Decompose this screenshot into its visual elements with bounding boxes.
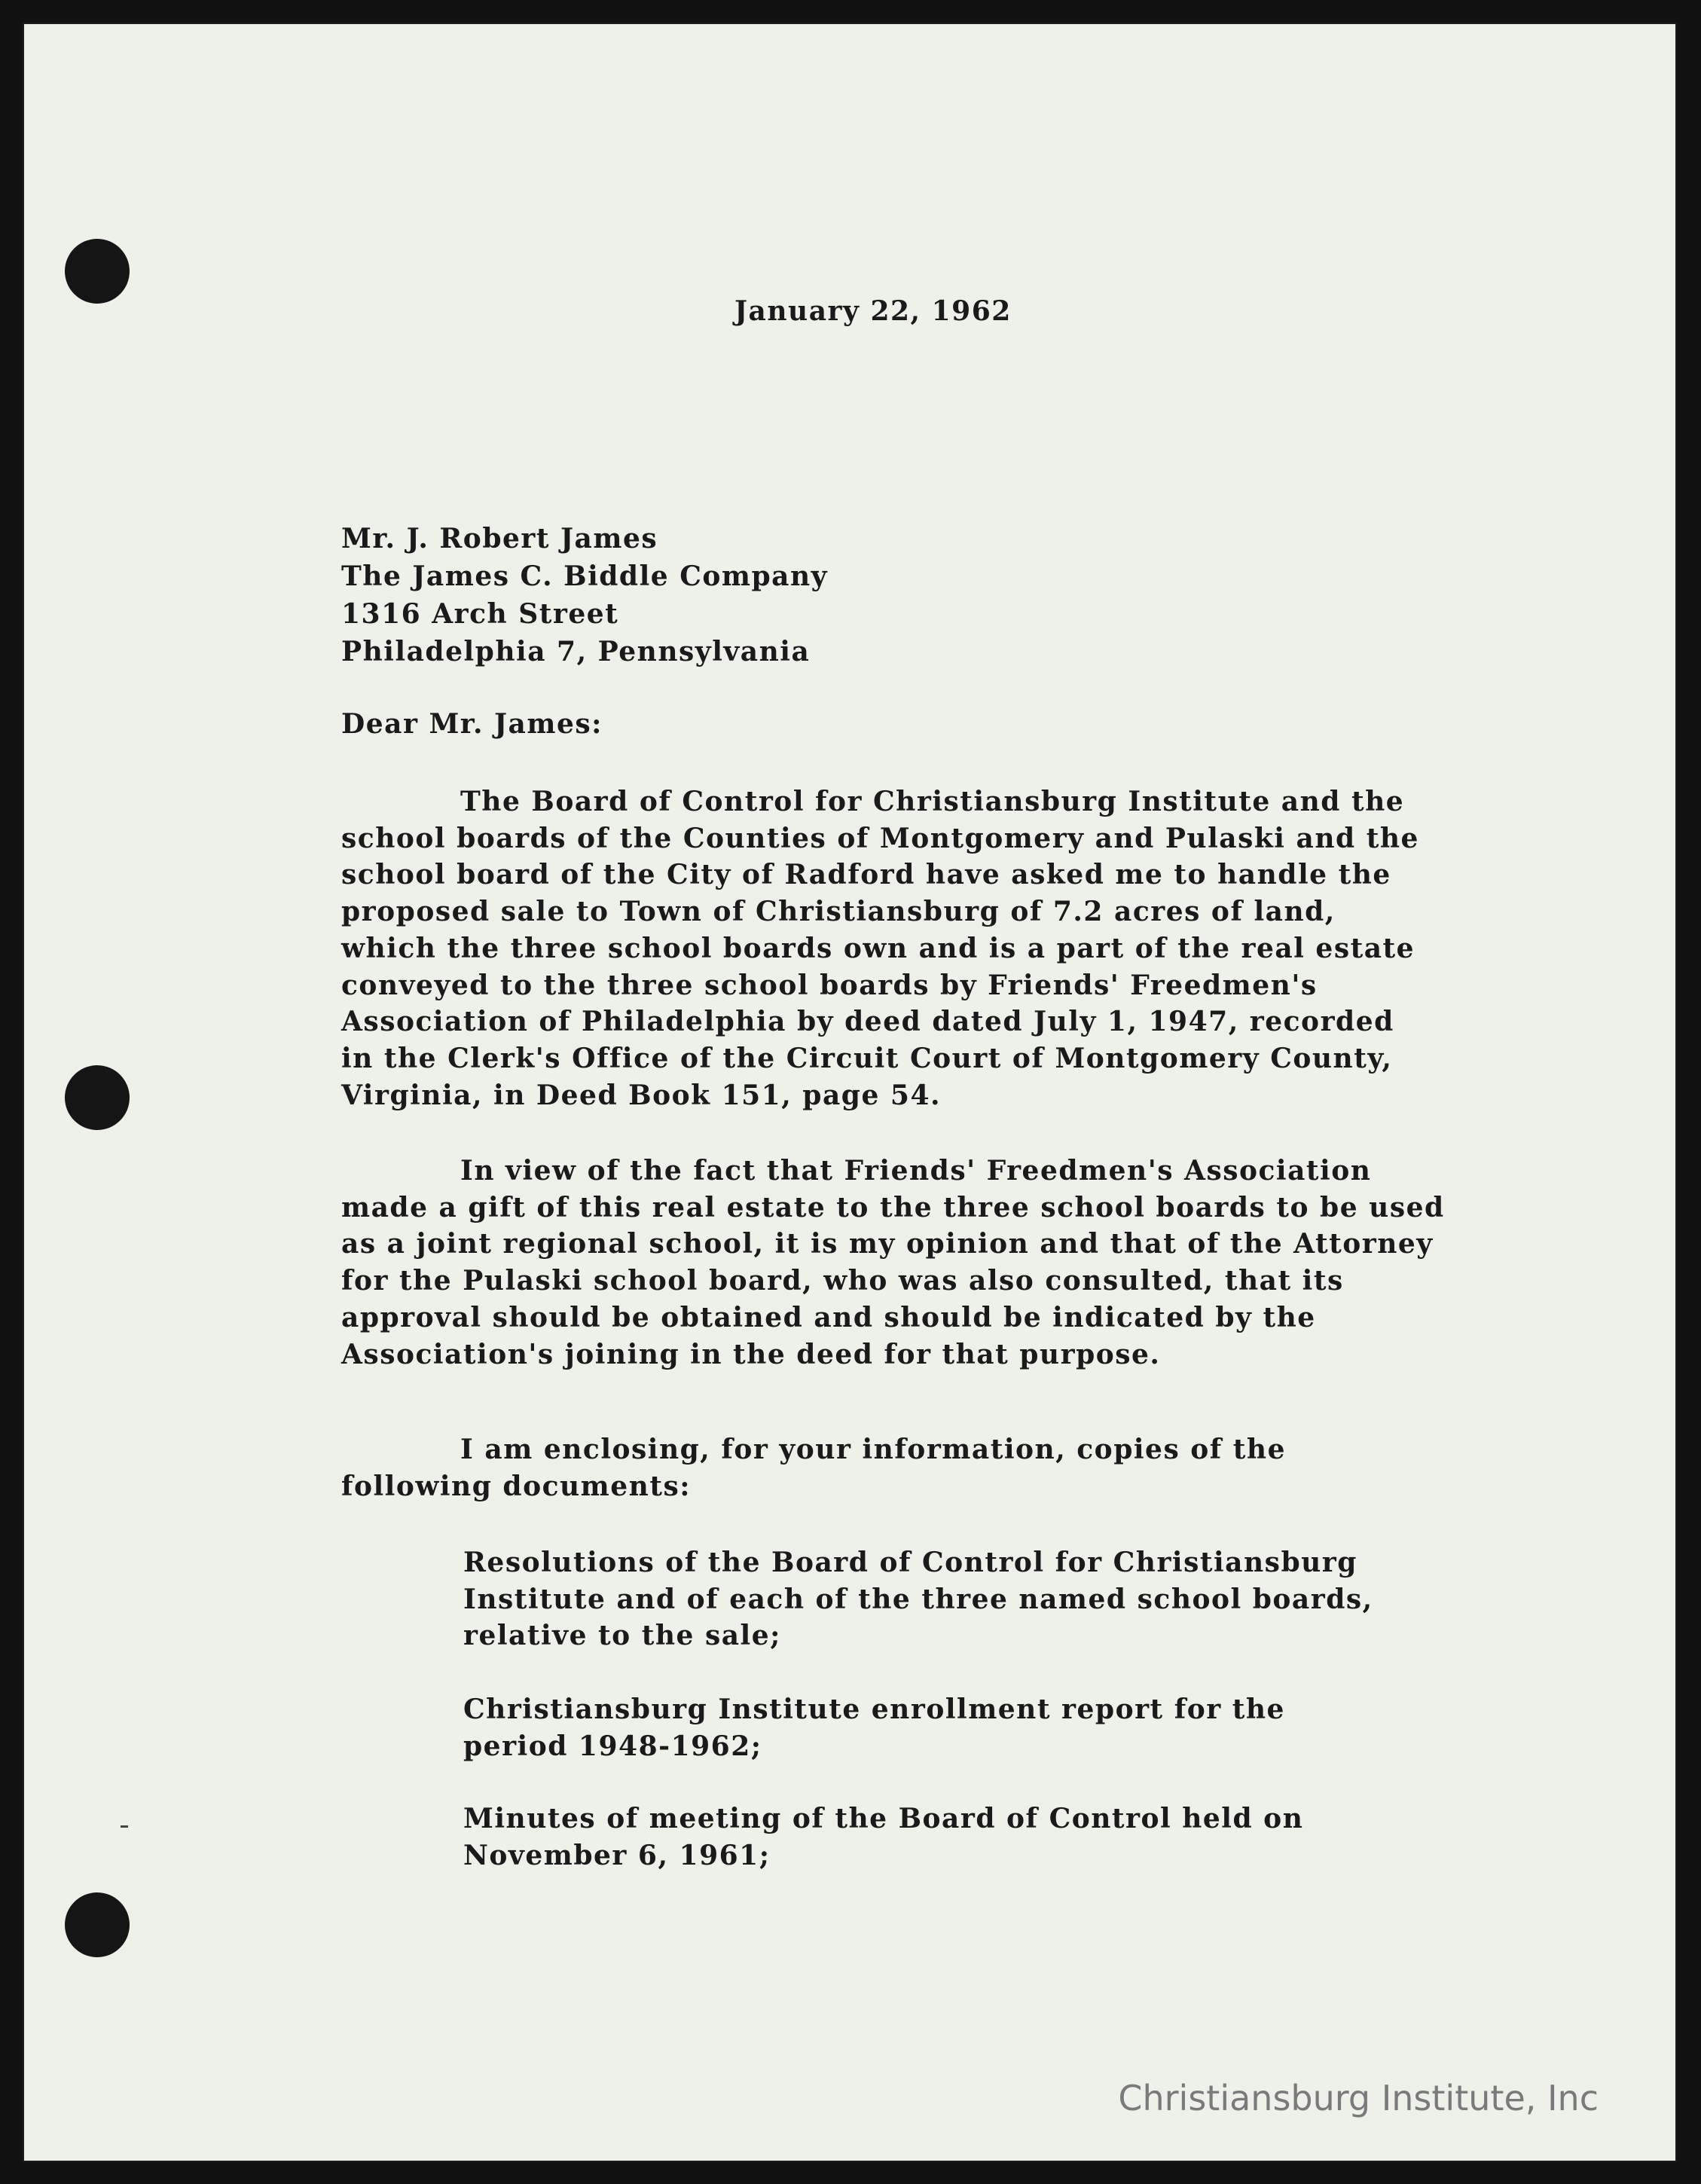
text-line: period 1948-1962; xyxy=(463,1730,762,1762)
address-line: Mr. J. Robert James xyxy=(341,523,658,554)
text-line: made a gift of this real estate to the three school boards to be used xyxy=(341,1191,1445,1223)
text-line: Virginia, in Deed Book 151, page 54. xyxy=(341,1079,942,1111)
text-line: conveyed to the three school boards by Friends' Freedmen's xyxy=(341,969,1318,1001)
text-line: Resolutions of the Board of Control for Christiansburg xyxy=(463,1547,1357,1578)
text-line: following documents: xyxy=(341,1470,692,1502)
enclosure-item-resolutions xyxy=(463,1544,1373,1654)
text-line: for the Pulaski school board, who was also consulted, that its xyxy=(341,1265,1344,1297)
text-line: The Board of Control for Christiansburg Institute and the xyxy=(460,786,1405,817)
text-line: approval should be obtained and should be indicated by the xyxy=(341,1301,1316,1333)
text-line: Christiansburg Institute enrollment report for the xyxy=(463,1694,1285,1725)
text-line: Association of Philadelphia by deed dated July 1, 1947, recorded xyxy=(341,1006,1394,1038)
enclosure-item-minutes xyxy=(463,1801,1303,1874)
text-line: school board of the City of Radford have asked me to handle the xyxy=(341,859,1391,891)
address-line: Philadelphia 7, Pennsylvania xyxy=(341,636,811,667)
letter-date: January 22, 1962 xyxy=(734,295,1012,327)
text-line: Institute and of each of the three named school boards, xyxy=(463,1583,1373,1615)
text-line: In view of the fact that Friends' Freedmen's Association xyxy=(460,1155,1372,1187)
text-line: which the three school boards own and is a part of the real estate xyxy=(341,932,1415,964)
watermark: Christiansburg Institute, Inc xyxy=(1118,2078,1599,2118)
text-line: Association's joining in the deed for that purpose. xyxy=(341,1338,1161,1370)
enclosure-item-enrollment-report xyxy=(463,1691,1285,1764)
letter-page xyxy=(23,23,1677,2162)
text-line: I am enclosing, for your information, copies of the xyxy=(460,1434,1286,1465)
paragraph-approval-opinion xyxy=(341,1153,1445,1373)
punch-hole-bottom xyxy=(65,1892,130,1957)
text-line: as a joint regional school, it is my opinion and that of the Attorney xyxy=(341,1228,1434,1260)
text-line: school boards of the Counties of Montgomery and Pulaski and the xyxy=(341,822,1419,854)
paper-speck xyxy=(121,1825,128,1828)
salutation: Dear Mr. James: xyxy=(341,708,603,740)
address-line: The James C. Biddle Company xyxy=(341,561,829,592)
paragraph-enclosures-intro xyxy=(341,1431,1286,1504)
address-line: 1316 Arch Street xyxy=(341,598,619,630)
text-line: relative to the sale; xyxy=(463,1620,781,1652)
punch-hole-middle xyxy=(65,1065,130,1130)
punch-hole-top xyxy=(65,239,130,304)
text-line: November 6, 1961; xyxy=(463,1839,771,1871)
text-line: in the Clerk's Office of the Circuit Court of Montgomery County, xyxy=(341,1042,1393,1074)
text-line: Minutes of meeting of the Board of Control held on xyxy=(463,1803,1304,1834)
paragraph-sale-request xyxy=(341,783,1419,1113)
recipient-address xyxy=(341,520,828,670)
text-line: proposed sale to Town of Christiansburg of 7.2 acres of land, xyxy=(341,896,1336,928)
